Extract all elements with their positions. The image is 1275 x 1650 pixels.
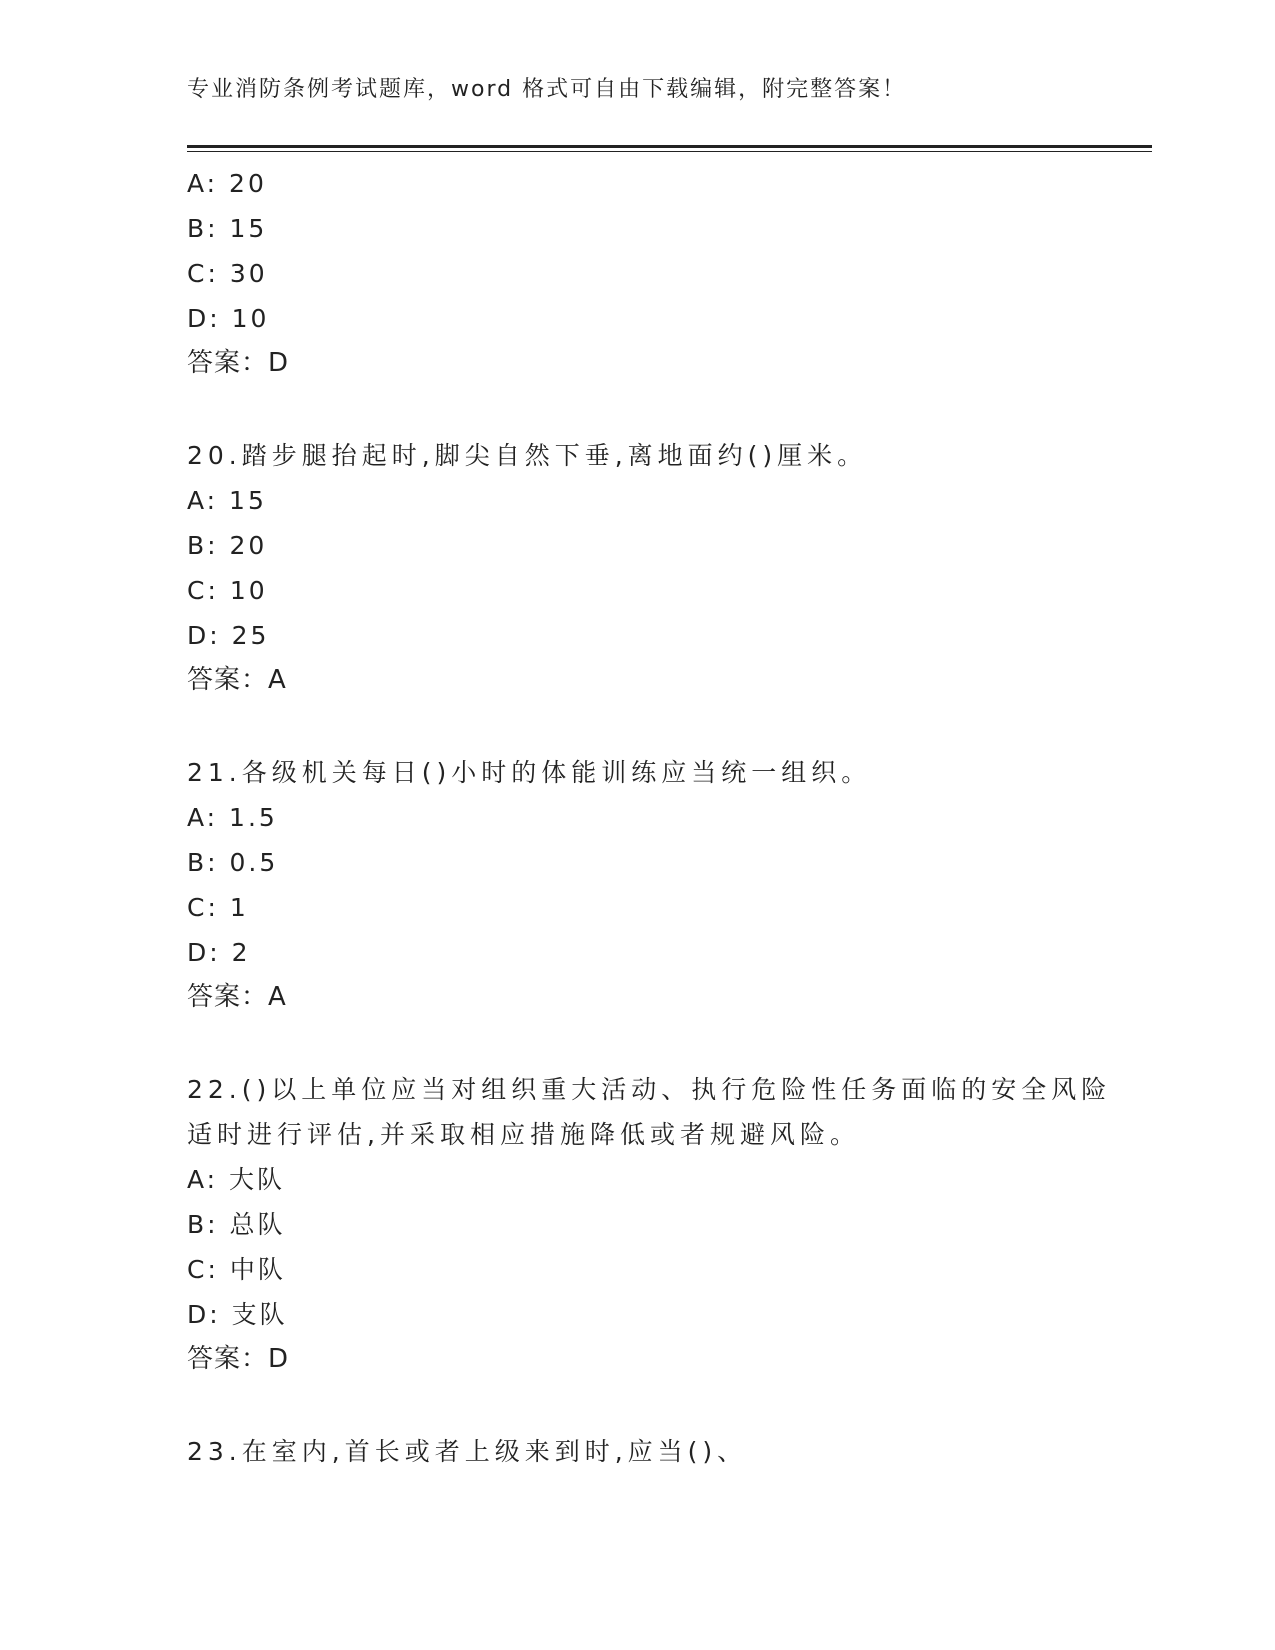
option-d: D: 支队 — [187, 1300, 288, 1329]
answer: 答案：D — [187, 348, 290, 378]
answer: 答案：A — [187, 982, 287, 1012]
prev-question — [187, 161, 1087, 386]
option-a: A: 15 — [187, 486, 267, 515]
option-d: D: 25 — [187, 621, 270, 650]
answer: 答案：A — [187, 665, 287, 695]
header-divider-thin — [187, 151, 1152, 152]
question-text-line-2: 适时进行评估,并采取相应措施降低或者规避风险。 — [187, 1120, 860, 1149]
option-b: B: 15 — [187, 214, 268, 243]
option-a: A: 20 — [187, 169, 267, 198]
option-b: B: 0.5 — [187, 848, 279, 877]
page-header: 专业消防条例考试题库，word 格式可自由下载编辑，附完整答案！ — [187, 77, 907, 102]
question-20 — [187, 433, 1087, 703]
option-c: C: 中队 — [187, 1255, 286, 1284]
question-text-line-1: 22.()以上单位应当对组织重大活动、执行危险性任务面临的安全风险 — [187, 1075, 1112, 1104]
question-23 — [187, 1429, 1087, 1474]
question-22 — [187, 1067, 1112, 1382]
option-d: D: 10 — [187, 304, 270, 333]
header-divider — [187, 145, 1152, 148]
question-text: 20.踏步腿抬起时,脚尖自然下垂,离地面约()厘米。 — [187, 441, 868, 470]
option-b: B: 20 — [187, 531, 268, 560]
option-a: A: 大队 — [187, 1165, 286, 1194]
question-text: 23.在室内,首长或者上级来到时,应当()、 — [187, 1437, 748, 1466]
question-text: 21.各级机关每日()小时的体能训练应当统一组织。 — [187, 758, 872, 787]
question-21 — [187, 750, 1087, 1020]
option-d: D: 2 — [187, 938, 251, 967]
option-a: A: 1.5 — [187, 803, 278, 832]
option-c: C: 10 — [187, 576, 268, 605]
answer: 答案：D — [187, 1344, 290, 1374]
option-b: B: 总队 — [187, 1210, 286, 1239]
question-content — [187, 161, 1112, 1474]
option-c: C: 30 — [187, 259, 268, 288]
option-c: C: 1 — [187, 893, 249, 922]
